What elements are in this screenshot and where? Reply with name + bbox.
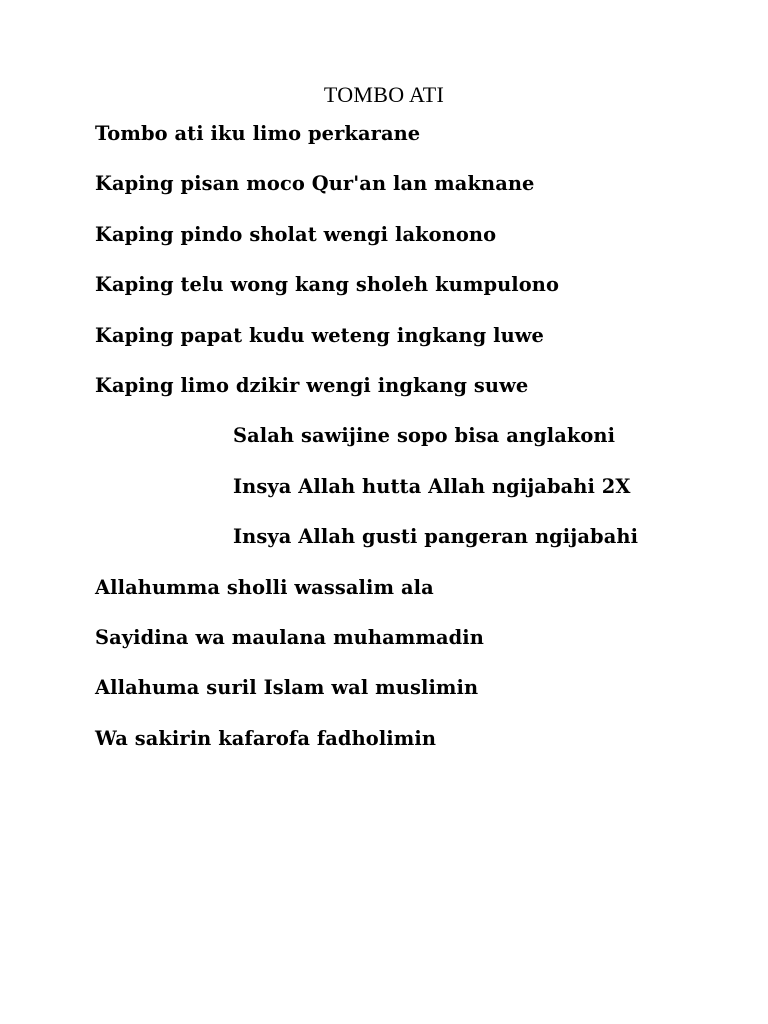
chorus-line: Insya Allah hutta Allah ngijabahi 2X [233, 474, 631, 498]
lyric-line: Kaping pisan moco Qur'an lan maknane [95, 172, 535, 196]
lyric-line: Allahuma suril Islam wal muslimin [95, 676, 479, 700]
lyric-line: Allahumma sholli wassalim ala [95, 575, 434, 599]
page-title: TOMBO ATI [323, 82, 445, 107]
lyric-line: Sayidina wa maulana muhammadin [95, 625, 484, 649]
lyrics-list [95, 121, 728, 776]
lyric-line: Kaping limo dzikir wengi ingkang suwe [95, 373, 529, 397]
lyric-line: Kaping pindo sholat wengi lakonono [95, 222, 497, 246]
lyric-line: Kaping papat kudu weteng ingkang luwe [95, 323, 544, 347]
lyric-line: Wa sakirin kafarofa fadholimin [95, 726, 437, 750]
chorus-line: Salah sawijine sopo bisa anglakoni [233, 424, 616, 448]
lyric-line: Tombo ati iku limo perkarane [95, 122, 421, 145]
lyric-line: Kaping telu wong kang sholeh kumpulono [95, 273, 560, 297]
chorus-line: Insya Allah gusti pangeran ngijabahi [233, 525, 639, 549]
